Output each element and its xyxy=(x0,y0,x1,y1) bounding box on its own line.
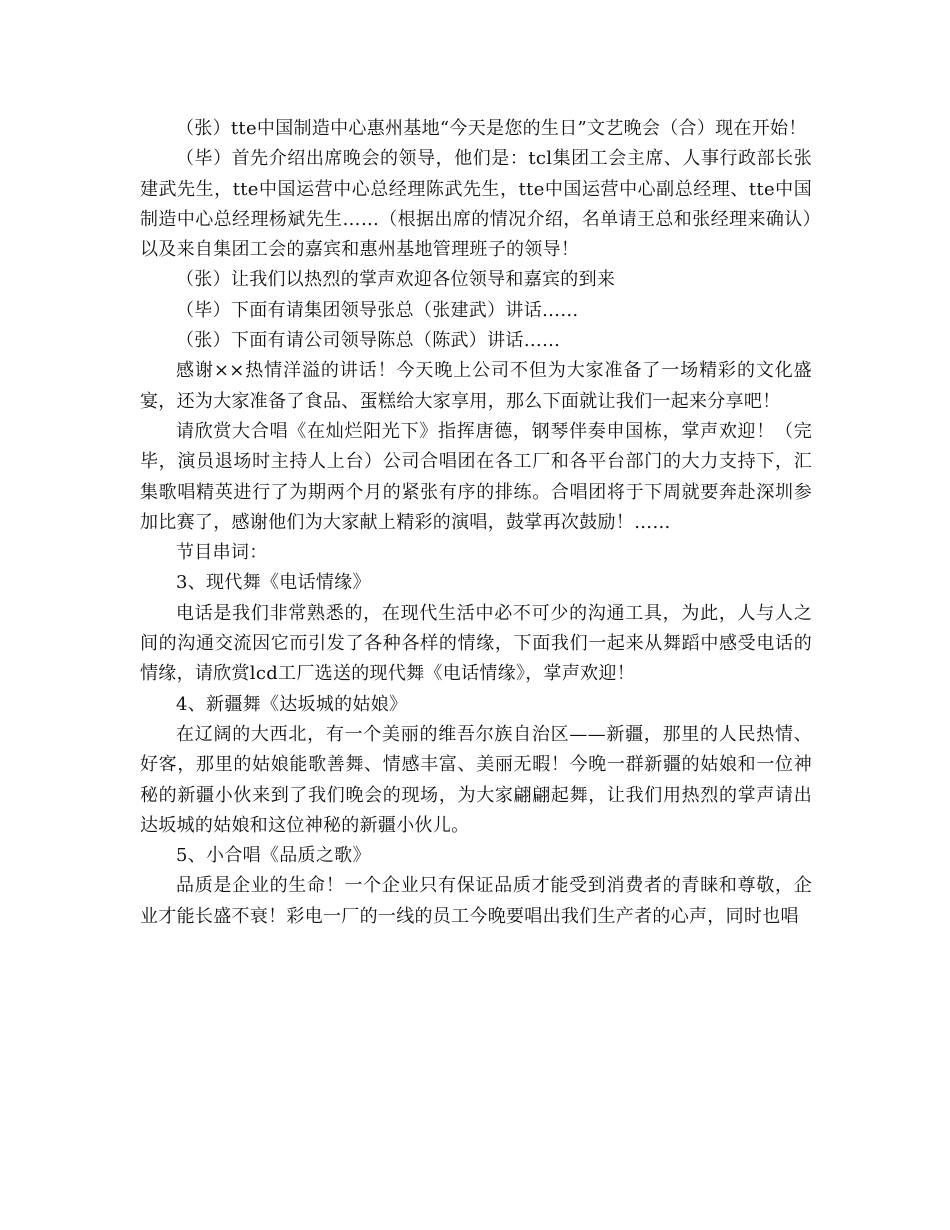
paragraph-welcome: （张）让我们以热烈的掌声欢迎各位领导和嘉宾的到来 xyxy=(176,269,616,291)
paragraph-chorus: 请欣赏大合唱《在灿烂阳光下》指挥唐德，钢琴伴奏申国栋，掌声欢迎！（完毕，演员退场时主持人上台）公司合唱团在各工厂和各平台部门的大力支持下，汇集歌唱精英进行了为期两个月的紧张有序的排练。合唱团将于下周就要奔赴深圳参加比赛了，感谢他们为大家献上精彩的演唱，鼓掌再次鼓励！…… xyxy=(140,420,812,533)
program-intro-3: 电话是我们非常熟悉的，在现代生活中必不可少的沟通工具，为此，人与人之间的沟通交流因它而引发了各种各样的情缘，下面我们一起来从舞蹈中感受电话的情缘，请欣赏lcd工厂选送的现代舞《电话情缘》，掌声欢迎！ xyxy=(140,602,812,685)
paragraph-group-speech: （毕）下面有请集团领导张总（张建武）讲话…… xyxy=(176,299,579,321)
paragraph-thanks: 感谢××热情洋溢的讲话！今天晚上公司不但为大家准备了一场精彩的文化盛宴，还为大家准备了食品、蛋糕给大家享用，那么下面就让我们一起来分享吧！ xyxy=(140,360,812,412)
program-title-4: 4、新疆舞《达坂城的姑娘》 xyxy=(176,693,408,715)
document-body xyxy=(140,114,812,932)
program-title-5: 5、小合唱《品质之歌》 xyxy=(176,845,371,867)
paragraph-opening: （张）tte中国制造中心惠州基地“今天是您的生日”文艺晚会（合）现在开始！ xyxy=(176,118,807,139)
program-intro-4: 在辽阔的大西北，有一个美丽的维吾尔族自治区——新疆，那里的人民热情、好客，那里的姑娘能歌善舞、情感丰富、美丽无暇！今晚一群新疆的姑娘和一位神秘的新疆小伙来到了我们晚会的现场，为大家翩翩起舞，让我们用热烈的掌声请出达坂城的姑娘和这位神秘的新疆小伙儿。 xyxy=(140,723,812,836)
section-heading-program: 节目串词： xyxy=(176,542,268,564)
program-title-3: 3、现代舞《电话情缘》 xyxy=(176,572,371,594)
paragraph-leaders-intro: （毕）首先介绍出席晚会的领导，他们是：tcl集团工会主席、人事行政部长张建武先生，tte中国运营中心总经理陈武先生，tte中国运营中心副总经理、tte中国制造中心总经理杨斌先生……（根据出席的情况介绍，名单请王总和张经理来确认）以及来自集团工会的嘉宾和惠州基地管理班子的领导！ xyxy=(140,148,812,261)
program-intro-5: 品质是企业的生命！一个企业只有保证品质才能受到消费者的青睐和尊敬，企业才能长盛不衰！彩电一厂的一线的员工今晚要唱出我们生产者的心声，同时也唱 xyxy=(140,875,812,927)
paragraph-company-speech: （张）下面有请公司领导陈总（陈武）讲话…… xyxy=(176,330,561,352)
